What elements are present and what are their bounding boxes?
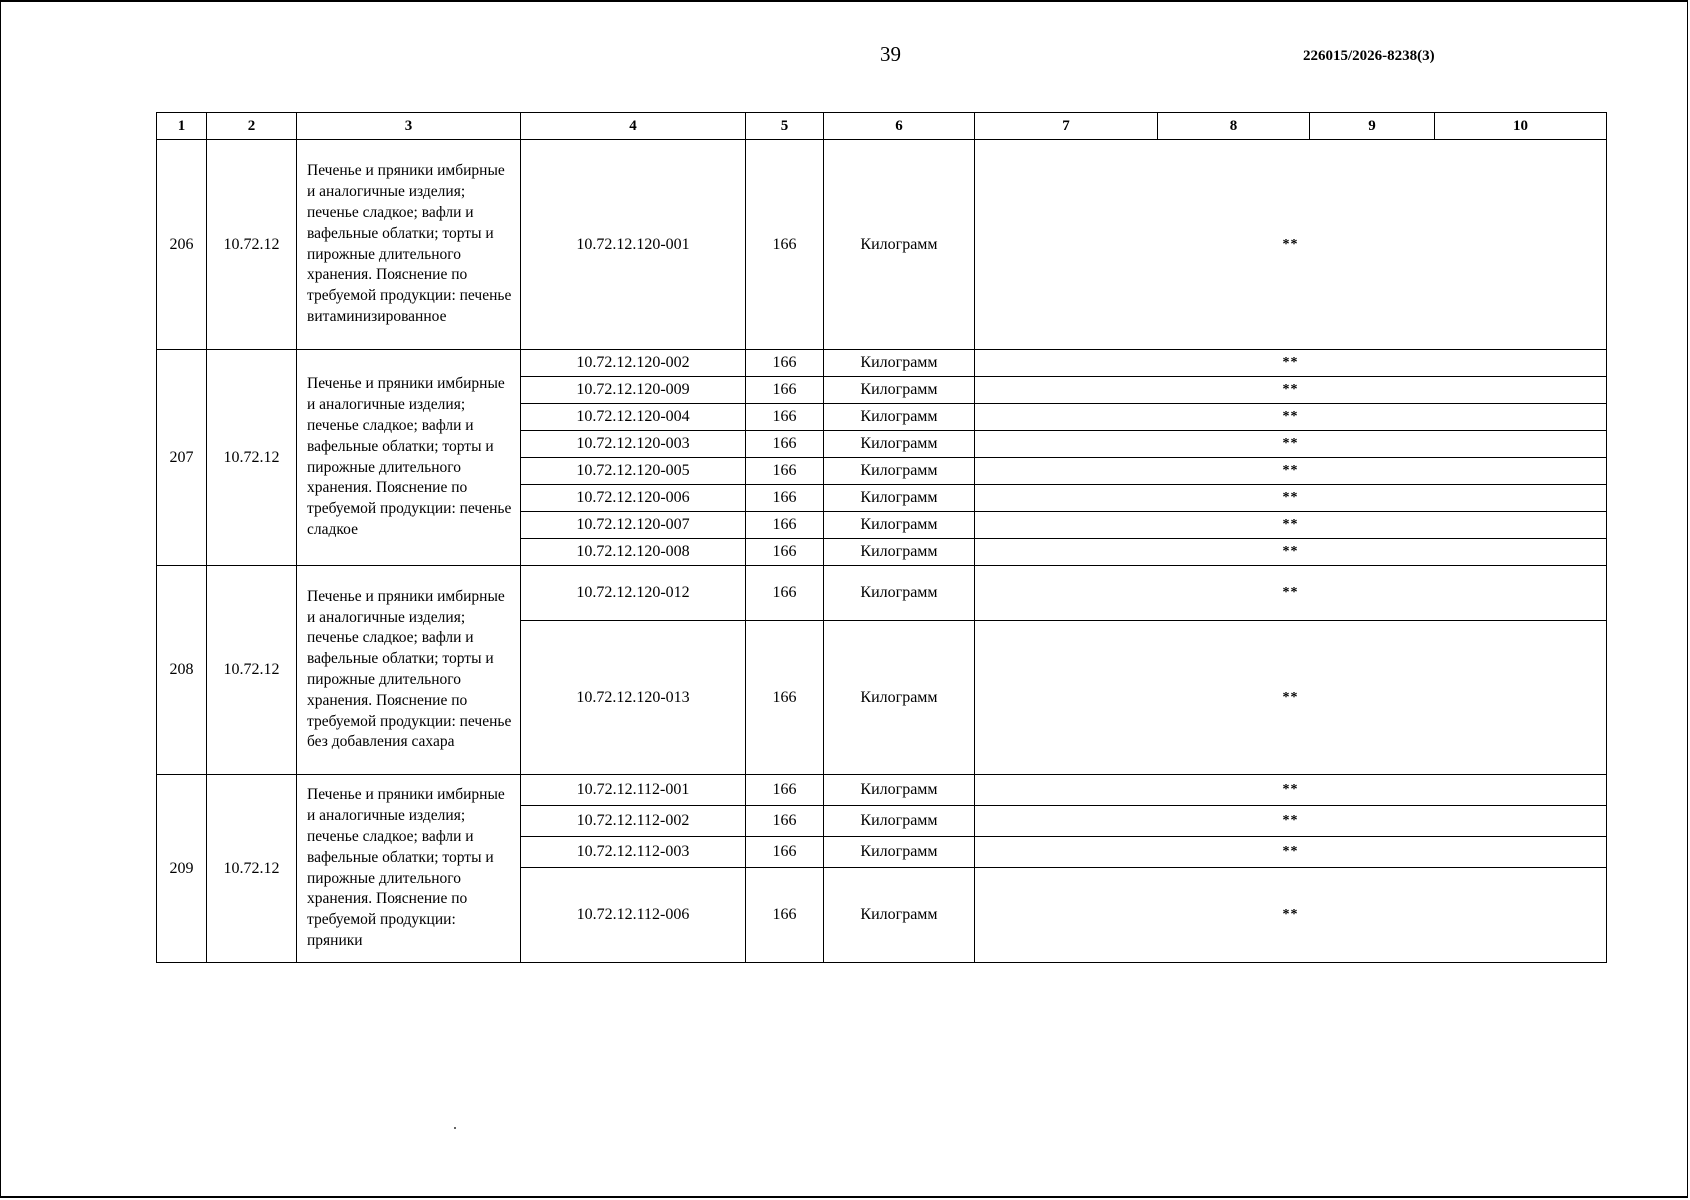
unit-name: Килограмм [824, 431, 975, 458]
ktru-code: 10.72.12.120-007 [521, 512, 746, 539]
okei-code: 166 [746, 485, 824, 512]
marker-cell: ** [975, 837, 1607, 868]
column-header: 8 [1158, 113, 1310, 140]
ktru-code: 10.72.12.120-001 [521, 140, 746, 350]
marker-cell: ** [975, 512, 1607, 539]
unit-name: Килограмм [824, 140, 975, 350]
row-number: 208 [157, 566, 207, 775]
column-header: 5 [746, 113, 824, 140]
scan-speck [454, 1127, 456, 1129]
row-number: 207 [157, 350, 207, 566]
marker-cell: ** [975, 775, 1607, 806]
row-number: 206 [157, 140, 207, 350]
product-description: Печенье и пряники имбирные и аналогичные изделия; печенье сладкое; вафли и вафельные облатки; торты и пирожные длительного хранения. Пояснение по требуемой продукции: печенье витаминизированное [297, 140, 521, 350]
okei-code: 166 [746, 377, 824, 404]
ktru-code: 10.72.12.120-012 [521, 566, 746, 621]
ktru-code: 10.72.12.120-009 [521, 377, 746, 404]
column-header: 7 [975, 113, 1158, 140]
specification-table [156, 112, 1607, 963]
table-row [157, 775, 1607, 806]
ktru-code: 10.72.12.120-008 [521, 539, 746, 566]
unit-name: Килограмм [824, 868, 975, 963]
ktru-code: 10.72.12.120-013 [521, 621, 746, 775]
marker-cell: ** [975, 404, 1607, 431]
marker-cell: ** [975, 806, 1607, 837]
marker-cell: ** [975, 140, 1607, 350]
marker-cell: ** [975, 621, 1607, 775]
unit-name: Килограмм [824, 539, 975, 566]
document-id: 226015/2026-8238(3) [1303, 48, 1435, 64]
column-header: 6 [824, 113, 975, 140]
ktru-code: 10.72.12.112-002 [521, 806, 746, 837]
marker-cell: ** [975, 539, 1607, 566]
ktru-code: 10.72.12.120-003 [521, 431, 746, 458]
okei-code: 166 [746, 512, 824, 539]
okei-code: 166 [746, 539, 824, 566]
okpd-code: 10.72.12 [207, 350, 297, 566]
unit-name: Килограмм [824, 377, 975, 404]
ktru-code: 10.72.12.120-004 [521, 404, 746, 431]
marker-cell: ** [975, 350, 1607, 377]
unit-name: Килограмм [824, 350, 975, 377]
unit-name: Килограмм [824, 404, 975, 431]
column-header: 10 [1435, 113, 1607, 140]
okei-code: 166 [746, 350, 824, 377]
okei-code: 166 [746, 140, 824, 350]
ktru-code: 10.72.12.120-006 [521, 485, 746, 512]
marker-cell: ** [975, 566, 1607, 621]
unit-name: Килограмм [824, 806, 975, 837]
column-header: 3 [297, 113, 521, 140]
okei-code: 166 [746, 458, 824, 485]
okpd-code: 10.72.12 [207, 566, 297, 775]
okpd-code: 10.72.12 [207, 140, 297, 350]
ktru-code: 10.72.12.112-006 [521, 868, 746, 963]
unit-name: Килограмм [824, 458, 975, 485]
unit-name: Килограмм [824, 485, 975, 512]
ktru-code: 10.72.12.120-005 [521, 458, 746, 485]
ktru-code: 10.72.12.112-003 [521, 837, 746, 868]
okei-code: 166 [746, 404, 824, 431]
ktru-code: 10.72.12.112-001 [521, 775, 746, 806]
table-row [157, 140, 1607, 350]
unit-name: Килограмм [824, 837, 975, 868]
okei-code: 166 [746, 431, 824, 458]
table-row [157, 350, 1607, 377]
okei-code: 166 [746, 837, 824, 868]
unit-name: Килограмм [824, 566, 975, 621]
marker-cell: ** [975, 431, 1607, 458]
column-number-row [157, 113, 1607, 140]
unit-name: Килограмм [824, 621, 975, 775]
marker-cell: ** [975, 377, 1607, 404]
ktru-code: 10.72.12.120-002 [521, 350, 746, 377]
column-header: 9 [1310, 113, 1435, 140]
marker-cell: ** [975, 868, 1607, 963]
okpd-code: 10.72.12 [207, 775, 297, 963]
product-description: Печенье и пряники имбирные и аналогичные изделия; печенье сладкое; вафли и вафельные облатки; торты и пирожные длительного хранения. Пояснение по требуемой продукции: печенье сладкое [297, 350, 521, 566]
unit-name: Килограмм [824, 775, 975, 806]
row-number: 209 [157, 775, 207, 963]
okei-code: 166 [746, 566, 824, 621]
marker-cell: ** [975, 485, 1607, 512]
column-header: 4 [521, 113, 746, 140]
okei-code: 166 [746, 621, 824, 775]
product-description: Печенье и пряники имбирные и аналогичные изделия; печенье сладкое; вафли и вафельные облатки; торты и пирожные длительного хранения. Пояснение по требуемой продукции: печенье без добавления сахара [297, 566, 521, 775]
okei-code: 166 [746, 806, 824, 837]
column-header: 1 [157, 113, 207, 140]
okei-code: 166 [746, 775, 824, 806]
product-description: Печенье и пряники имбирные и аналогичные изделия; печенье сладкое; вафли и вафельные облатки; торты и пирожные длительного хранения. Пояснение по требуемой продукции: пряники [297, 775, 521, 963]
table-row [157, 566, 1607, 621]
marker-cell: ** [975, 458, 1607, 485]
okei-code: 166 [746, 868, 824, 963]
page-number: 39 [880, 42, 901, 66]
unit-name: Килограмм [824, 512, 975, 539]
column-header: 2 [207, 113, 297, 140]
